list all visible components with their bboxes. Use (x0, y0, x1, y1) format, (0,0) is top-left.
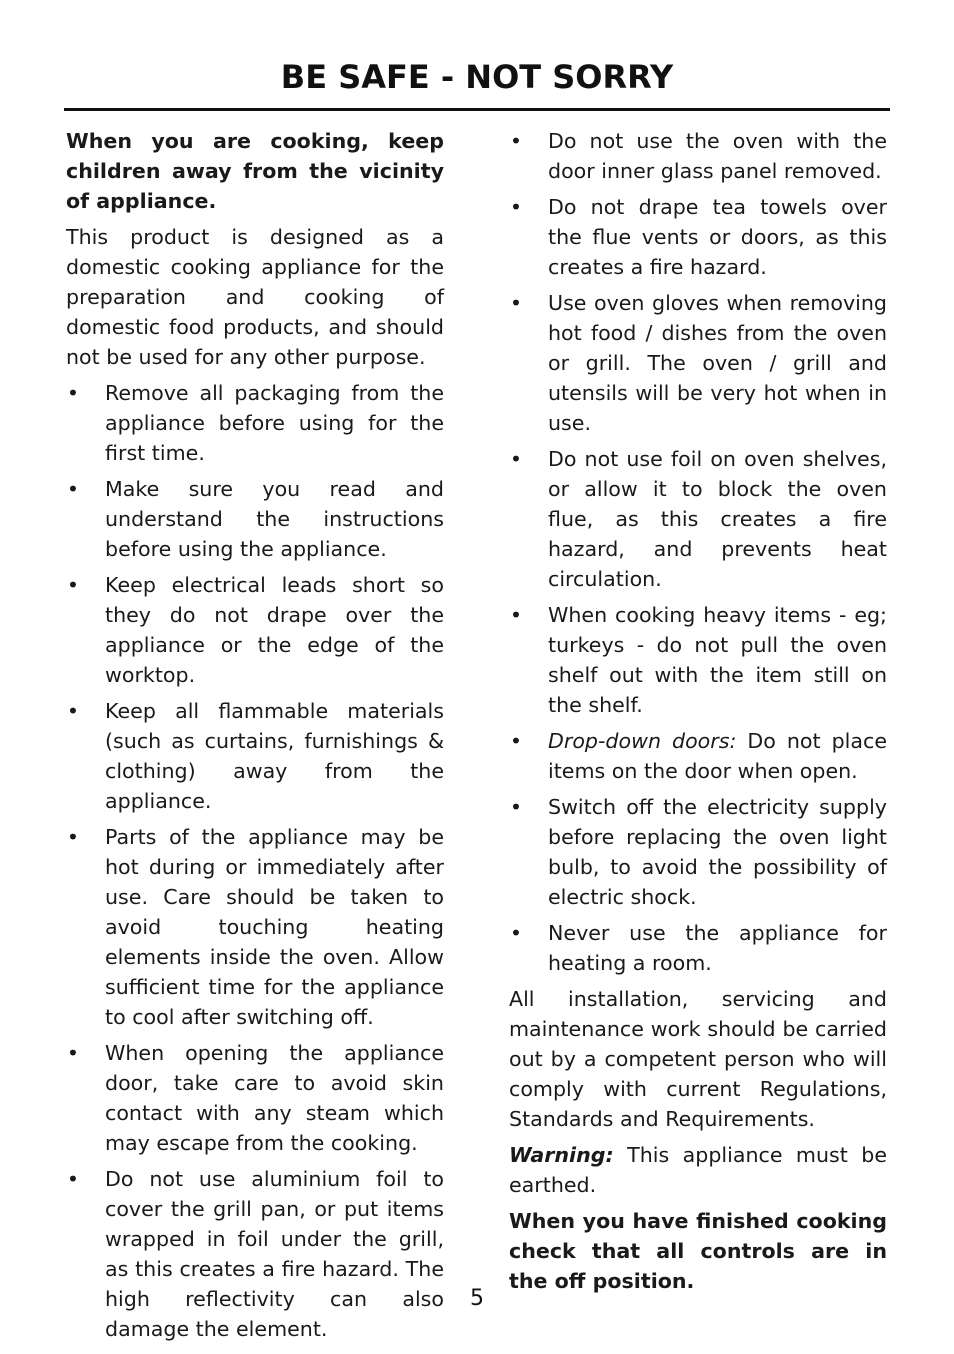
list-item-text: Switch off the electricity supply before replacing the oven light bulb, to avoid the possibility of electric shock. (548, 795, 887, 909)
list-item (66, 1038, 444, 1158)
bullet-icon: • (509, 603, 523, 627)
list-item (509, 288, 887, 438)
page-title: BE SAFE - NOT SORRY (280, 58, 674, 96)
list-item (66, 378, 444, 468)
list-item-dropdown-doors (509, 726, 887, 786)
list-item-text: Do not use aluminium foil to cover the grill pan, or put items wrapped in foil under the grill, as this creates a fire hazard. The high reflectivity can also damage the element. (105, 1167, 444, 1341)
list-item (509, 918, 887, 978)
bullet-icon: • (66, 699, 80, 723)
list-item (66, 570, 444, 690)
bullet-icon: • (509, 795, 523, 819)
installation-paragraph: All installation, servicing and maintenance work should be carried out by a competent person who will comply with current Regulations, Standards and Requirements. (509, 987, 887, 1131)
bullet-icon: • (66, 825, 80, 849)
right-bullet-list (509, 126, 887, 978)
bullet-icon: • (509, 291, 523, 315)
list-item-text: Do not use the oven with the door inner glass panel removed. (548, 129, 887, 183)
intro-paragraph: This product is designed as a domestic cooking appliance for the preparation and cooking of domestic food products, and should not be used for any other purpose. (66, 225, 444, 369)
list-item-text: When opening the appliance door, take care to avoid skin contact with any steam which may escape from the cooking. (105, 1041, 444, 1155)
bullet-icon: • (66, 573, 80, 597)
dropdown-doors-label: Drop-down doors: (548, 729, 737, 753)
list-item (509, 600, 887, 720)
page-number: 5 (470, 1286, 484, 1311)
right-column (509, 126, 887, 1296)
left-bullet-list (66, 378, 444, 1344)
list-item-text: Do not drape tea towels over the flue vents or doors, as this creates a fire hazard. (548, 195, 887, 279)
list-item-text: Remove all packaging from the appliance before using for the first time. (105, 381, 444, 465)
final-reminder: When you have finished cooking check that all controls are in the off position. (509, 1209, 887, 1293)
list-item (509, 792, 887, 912)
list-item-text: Never use the appliance for heating a room. (548, 921, 887, 975)
list-item-text: Keep electrical leads short so they do not drape over the appliance or the edge of the worktop. (105, 573, 444, 687)
warning-paragraph (509, 1140, 887, 1200)
bullet-icon: • (66, 1041, 80, 1065)
list-item-text: Keep all flammable materials (such as curtains, furnishings & clothing) away from the appliance. (105, 699, 444, 813)
list-item (509, 126, 887, 186)
title-rule (64, 108, 890, 111)
bullet-icon: • (509, 729, 523, 753)
bullet-icon: • (509, 447, 523, 471)
list-item-text: Parts of the appliance may be hot during or immediately after use. Care should be taken to avoid touching heating elements inside the oven. Allow sufficient time for the appliance to cool after switching off. (105, 825, 444, 1029)
list-item (66, 822, 444, 1032)
list-item-text: When cooking heavy items - eg; turkeys - do not pull the oven shelf out with the item still on the shelf. (548, 603, 887, 717)
lead-paragraph: When you are cooking, keep children away from the vicinity of appliance. (66, 129, 444, 213)
list-item (509, 444, 887, 594)
bullet-icon: • (66, 477, 80, 501)
list-item-text: Use oven gloves when removing hot food / dishes from the oven or grill. The oven / grill and utensils will be very hot when in use. (548, 291, 887, 435)
bullet-icon: • (66, 381, 80, 405)
left-column (66, 126, 444, 1350)
bullet-icon: • (66, 1167, 80, 1191)
list-item-text: Do not use foil on oven shelves, or allow it to block the oven flue, as this creates a fire hazard, and prevents heat circulation. (548, 447, 887, 591)
bullet-icon: • (509, 921, 523, 945)
list-item-text: Make sure you read and understand the instructions before using the appliance. (105, 477, 444, 561)
list-item (66, 474, 444, 564)
list-item (509, 192, 887, 282)
dropdown-doors-text: Do not place items on the door when open. (548, 729, 887, 783)
list-item (66, 696, 444, 816)
bullet-icon: • (509, 195, 523, 219)
bullet-icon: • (509, 129, 523, 153)
warning-label: Warning: (509, 1143, 614, 1167)
warning-text: This appliance must be earthed. (509, 1143, 887, 1197)
list-item (66, 1164, 444, 1344)
